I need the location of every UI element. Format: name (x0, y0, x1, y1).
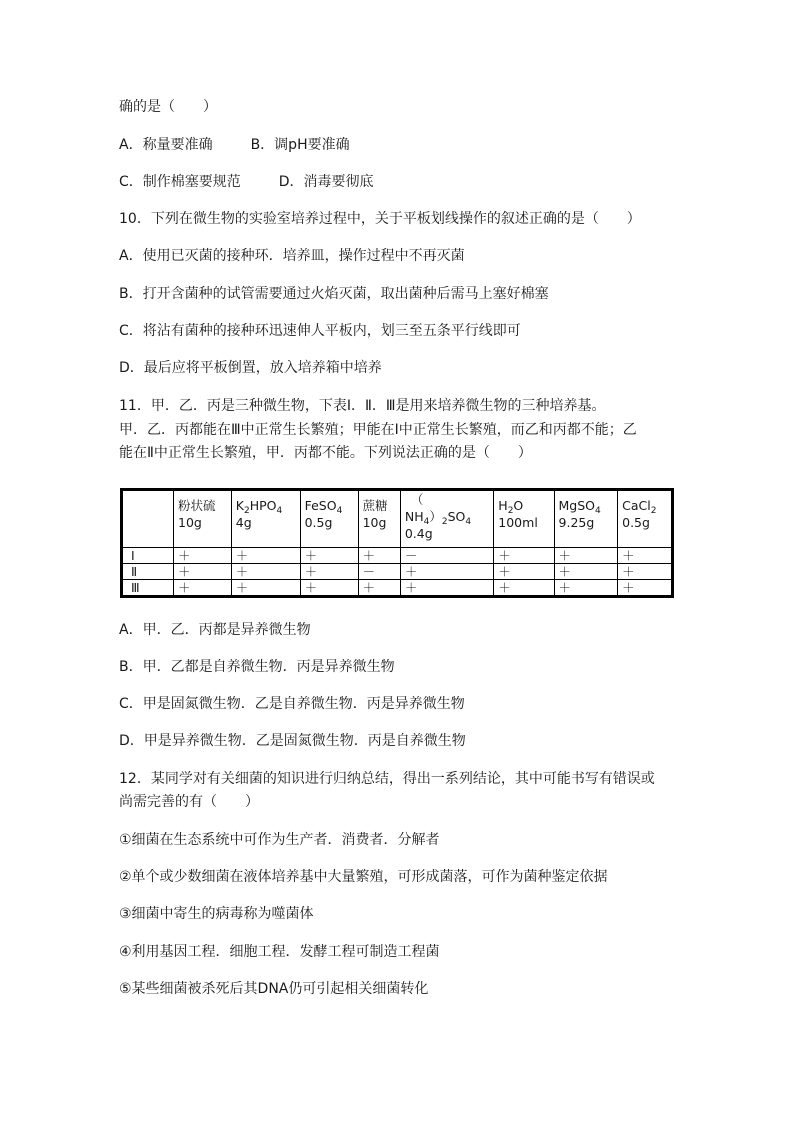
table-cell: ＋ (231, 564, 300, 580)
q12-stem-line-2: 尚需完善的有（ ） (119, 794, 259, 810)
q12-statement-5: ⑤某些细菌被杀死后其DNA仍可引起相关细菌转化 (119, 981, 429, 997)
q11-stem-line-2: 甲．乙．丙都能在Ⅲ中正常生长繁殖；甲能在Ⅰ中正常生长繁殖，而乙和丙都不能；乙 (119, 422, 637, 438)
row-label: Ⅲ (123, 580, 174, 596)
table-cell: ＋ (400, 564, 493, 580)
header-water: $H_2O$ 100ml (494, 491, 554, 548)
table-cell: ＋ (174, 548, 232, 564)
header-sulfur: 粉状硫 10g (174, 491, 232, 548)
table-cell: － (358, 564, 400, 580)
table-cell: ＋ (174, 564, 232, 580)
header-sucrose: 蔗糖 10g (358, 491, 400, 548)
header-feso4: FeSO$_4$ 0.5g (300, 491, 358, 548)
q10-option-d: D．最后应将平板倒置，放入培养箱中培养 (119, 360, 382, 376)
table-cell: ＋ (494, 580, 554, 596)
q9-option-b: B．调pH要准确 (250, 137, 350, 153)
q12-statement-4: ④利用基因工程．细胞工程．发酵工程可制造工程菌 (119, 944, 440, 960)
q9-options-row-2 (119, 172, 374, 192)
q12-statement-3: ③细菌中寄生的病毒称为噬菌体 (119, 906, 314, 922)
q12-stem-line-1: 12．某同学对有关细菌的知识进行归纳总结，得出一系列结论，其中可能书写有错误或 (119, 771, 655, 787)
q11-option-a: A．甲．乙．丙都是异养微生物 (119, 622, 311, 638)
table-cell: ＋ (300, 564, 358, 580)
header-ammonium-sulfate: （ $NH_4)_2SO_4$ 0.4g (400, 491, 493, 548)
table-cell: ＋ (554, 548, 618, 564)
q10-option-c: C．将沾有菌种的接种环迅速伸人平板内，划三至五条平行线即可 (119, 323, 521, 339)
header-cacl2: CaCl$_2$ 0.5g (618, 491, 672, 548)
table-cell: － (400, 548, 493, 564)
q9-options-row-1 (119, 135, 350, 155)
culture-medium-table (122, 490, 672, 596)
q9-option-d: D．消毒要彻底 (278, 174, 374, 190)
table-cell: ＋ (554, 564, 618, 580)
header-k2hpo4: $K_2HPO_4$ 4g (231, 491, 300, 548)
q10-option-b: B．打开含菌种的试管需要通过火焰灭菌，取出菌种后需马上塞好棉塞 (119, 286, 549, 302)
table-row-III (123, 580, 672, 596)
q11-option-c: C．甲是固氮微生物．乙是自养微生物．丙是异养微生物 (119, 696, 465, 712)
q9-option-a: A．称量要准确 (119, 137, 213, 153)
row-label: Ⅰ (123, 548, 174, 564)
table-cell: ＋ (618, 548, 672, 564)
q12-statement-2: ②单个或少数细菌在液体培养基中大量繁殖，可形成菌落，可作为菌种鉴定依据 (119, 869, 608, 885)
q12-statement-1: ①细菌在生态系统中可作为生产者．消费者．分解者 (119, 832, 440, 848)
table-cell: ＋ (618, 580, 672, 596)
row-label: Ⅱ (123, 564, 174, 580)
table-corner-cell (123, 491, 174, 548)
q9-option-c: C．制作棉塞要规范 (119, 174, 241, 190)
table-cell: ＋ (494, 564, 554, 580)
table-cell: ＋ (174, 580, 232, 596)
table-cell: ＋ (300, 548, 358, 564)
q11-option-b: B．甲．乙都是自养微生物．丙是异养微生物 (119, 659, 395, 675)
q9-stem-end: 确的是（ ） (119, 99, 217, 115)
table-row-I (123, 548, 672, 564)
table-header-row (123, 491, 672, 548)
header-mgso4: MgSO$_4$ 9.25g (554, 491, 618, 548)
table-cell: ＋ (618, 564, 672, 580)
table-cell: ＋ (231, 548, 300, 564)
table-cell: ＋ (358, 548, 400, 564)
q11-stem-line-1: 11．甲．乙．丙是三种微生物，下表Ⅰ．Ⅱ．Ⅲ是用来培养微生物的三种培养基。 (119, 398, 606, 414)
q10-option-a: A．使用已灭菌的接种环．培养皿，操作过程中不再灭菌 (119, 248, 465, 264)
table-cell: ＋ (358, 580, 400, 596)
q10-stem: 10．下列在微生物的实验室培养过程中，关于平板划线操作的叙述正确的是（ ） (119, 211, 641, 227)
table-cell: ＋ (554, 580, 618, 596)
q11-option-d: D．甲是异养微生物．乙是固氮微生物．丙是自养微生物 (119, 733, 466, 749)
table-cell: ＋ (300, 580, 358, 596)
q11-stem-line-3: 能在Ⅱ中正常生长繁殖，甲．丙都不能。下列说法正确的是（ ） (119, 445, 532, 461)
table-cell: ＋ (400, 580, 493, 596)
table-cell: ＋ (494, 548, 554, 564)
table-cell: ＋ (231, 580, 300, 596)
table-row-II (123, 564, 672, 580)
